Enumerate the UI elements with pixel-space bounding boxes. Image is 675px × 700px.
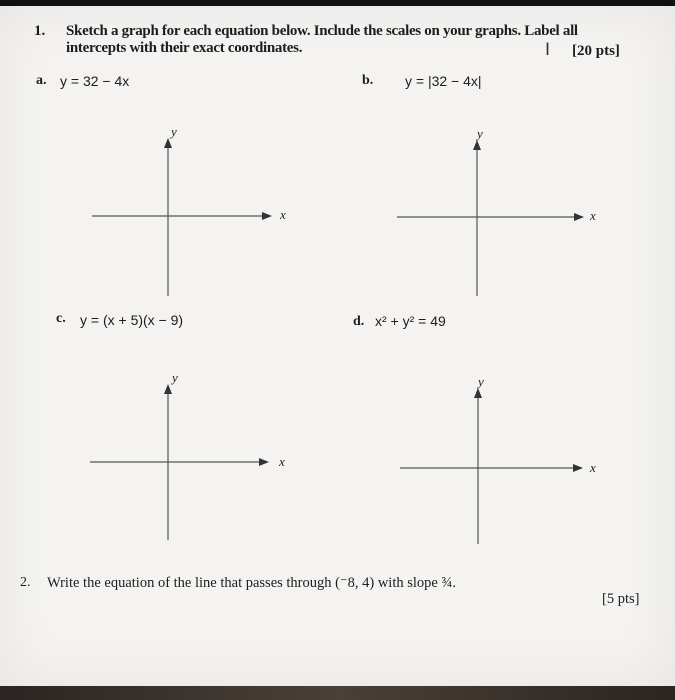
question-2-number: 2. xyxy=(20,575,31,590)
part-a-axes xyxy=(90,134,280,304)
part-c-equation: y = (x + 5)(x − 9) xyxy=(80,312,184,328)
worksheet-page xyxy=(0,6,675,686)
part-c-y-axis-label: y xyxy=(172,370,178,385)
part-d-equation: x² + y² = 49 xyxy=(375,313,446,329)
question-2-text: Write the equation of the line that passes through (⁻8, 4) with slope ¾. xyxy=(47,575,456,591)
question-1-number: 1. xyxy=(34,23,46,39)
photo-bottom-edge xyxy=(0,686,675,700)
text-cursor-icon: I xyxy=(545,40,551,60)
part-c-label: c. xyxy=(56,311,66,326)
part-a-x-axis-label: x xyxy=(280,207,286,222)
part-a-label: a. xyxy=(36,73,47,88)
part-a-y-axis-label: y xyxy=(171,124,177,139)
part-d-axes xyxy=(398,384,598,554)
part-c-axes xyxy=(88,380,278,550)
part-d-label: d. xyxy=(353,314,365,329)
part-b-y-axis-label: y xyxy=(477,126,483,141)
part-b-equation: y = |32 − 4x| xyxy=(405,73,482,89)
question-1-instruction-line2: intercepts with their exact coordinates. xyxy=(66,40,303,56)
question-1-instruction-line1: Sketch a graph for each equation below. Include the scales on your graphs. Label all xyxy=(66,23,578,39)
question-1-points: [20 pts] xyxy=(572,43,620,59)
question-2-points: [5 pts] xyxy=(602,591,640,607)
part-c-x-axis-label: x xyxy=(279,454,285,469)
part-a-equation: y = 32 − 4x xyxy=(60,73,130,89)
part-d-x-axis-label: x xyxy=(590,460,596,475)
part-b-x-axis-label: x xyxy=(590,208,596,223)
part-b-label: b. xyxy=(362,73,374,88)
part-b-axes xyxy=(395,136,595,306)
part-d-y-axis-label: y xyxy=(478,374,484,389)
